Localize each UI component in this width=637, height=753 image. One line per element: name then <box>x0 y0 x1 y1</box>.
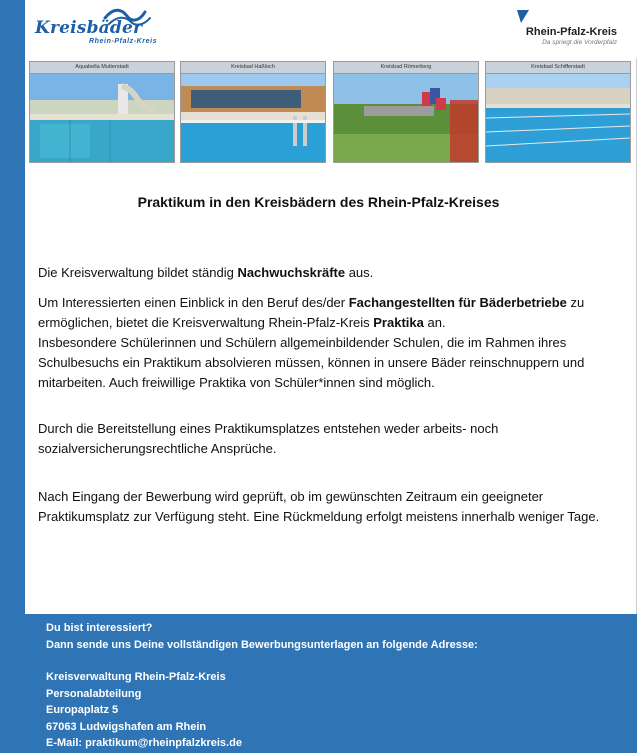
body-text <box>38 263 613 527</box>
pool-photo-image <box>334 74 478 162</box>
photo-hassloch <box>180 61 326 163</box>
contact-instruction: Dann sende uns Deine vollständigen Bewerbungsunterlagen an folgende Adresse: <box>46 638 478 651</box>
paragraph-students: Insbesondere Schülerinnen und Schülern allgemeinbildender Schulen, die im Rahmen ihres Schulbesuchs ein Praktikum absolvieren müssen, können in unsere Bäder reinschnuppern und mitarbeiten. Auch freiwillige Praktika von Schüler*innen sind möglich. <box>38 335 585 390</box>
rhein-pfalz-kreis-logo <box>526 12 617 46</box>
contact-dept: Personalabteilung <box>46 687 142 700</box>
text: an. <box>423 315 446 330</box>
text: aus. <box>345 265 374 280</box>
pool-photo-image <box>30 74 174 162</box>
contact-email[interactable]: E-Mail: praktikum@rheinpfalzkreis.de <box>46 737 242 749</box>
text: Die Kreisverwaltung bildet ständig <box>38 265 238 280</box>
pool-photo-image <box>486 74 630 162</box>
text: Um Interessierten einen Einblick in den Beruf des/der <box>38 295 349 310</box>
contact-street: Europaplatz 5 <box>46 704 119 716</box>
paragraph-legal: Durch die Bereitstellung eines Praktikumsplatzes entstehen weder arbeits- noch sozialversicherungsrechtliche Ansprüche. <box>38 421 499 456</box>
rpk-logo-name: Rhein-Pfalz-Kreis <box>525 26 617 38</box>
flag-logo-icon <box>515 10 531 24</box>
pool-photo-image <box>181 74 325 162</box>
paragraph-response: Nach Eingang der Bewerbung wird geprüft, ob im gewünschten Zeitraum ein geeigneter Praktikumsplatz zur Verfügung steht. Eine Rückmeldung erfolgt meistens innerhalb weniger Tage. <box>38 489 600 524</box>
photo-caption: Aquabella Mutterstadt <box>30 62 174 74</box>
contact-question: Du bist interessiert? <box>46 622 153 634</box>
page-title: Praktikum in den Kreisbädern des Rhein-Pfalz-Kreises <box>137 194 500 210</box>
contact-org: Kreisverwaltung Rhein-Pfalz-Kreis <box>46 671 226 683</box>
paragraph-intro <box>38 263 613 283</box>
contact-box <box>25 614 637 753</box>
bold-text: Nachwuchskräfte <box>237 265 346 280</box>
kreisbaeder-logo-sub: Rhein-Pfalz-Kreis <box>89 38 158 45</box>
photo-schifferstadt <box>485 61 631 163</box>
wave-logo-icon <box>103 4 153 30</box>
rpk-logo-slogan: Da spriegt die Vorderpfalz <box>542 39 617 46</box>
kreisbaeder-logo-name: Kreisbäder <box>35 18 143 38</box>
bold-text: Fachangestellten für Bäderbetriebe <box>348 295 567 310</box>
bold-text: Praktika <box>373 315 424 330</box>
contact-city: 67063 Ludwigshafen am Rhein <box>46 720 207 733</box>
photo-roemerberg <box>333 61 479 163</box>
photo-caption: Kreisbad Schifferstadt <box>486 62 630 74</box>
photo-aquabella <box>29 61 175 163</box>
photo-strip <box>29 61 629 161</box>
text: zu ermöglichen, bietet die Kreisverwaltung Rhein-Pfalz-Kreis <box>38 295 585 330</box>
photo-caption: Kreisbad Haßloch <box>181 62 325 74</box>
left-accent-bar <box>0 0 25 753</box>
paragraph-offer <box>38 293 613 333</box>
photo-caption: Kreisbad Römerberg <box>334 62 478 74</box>
header <box>25 0 637 58</box>
